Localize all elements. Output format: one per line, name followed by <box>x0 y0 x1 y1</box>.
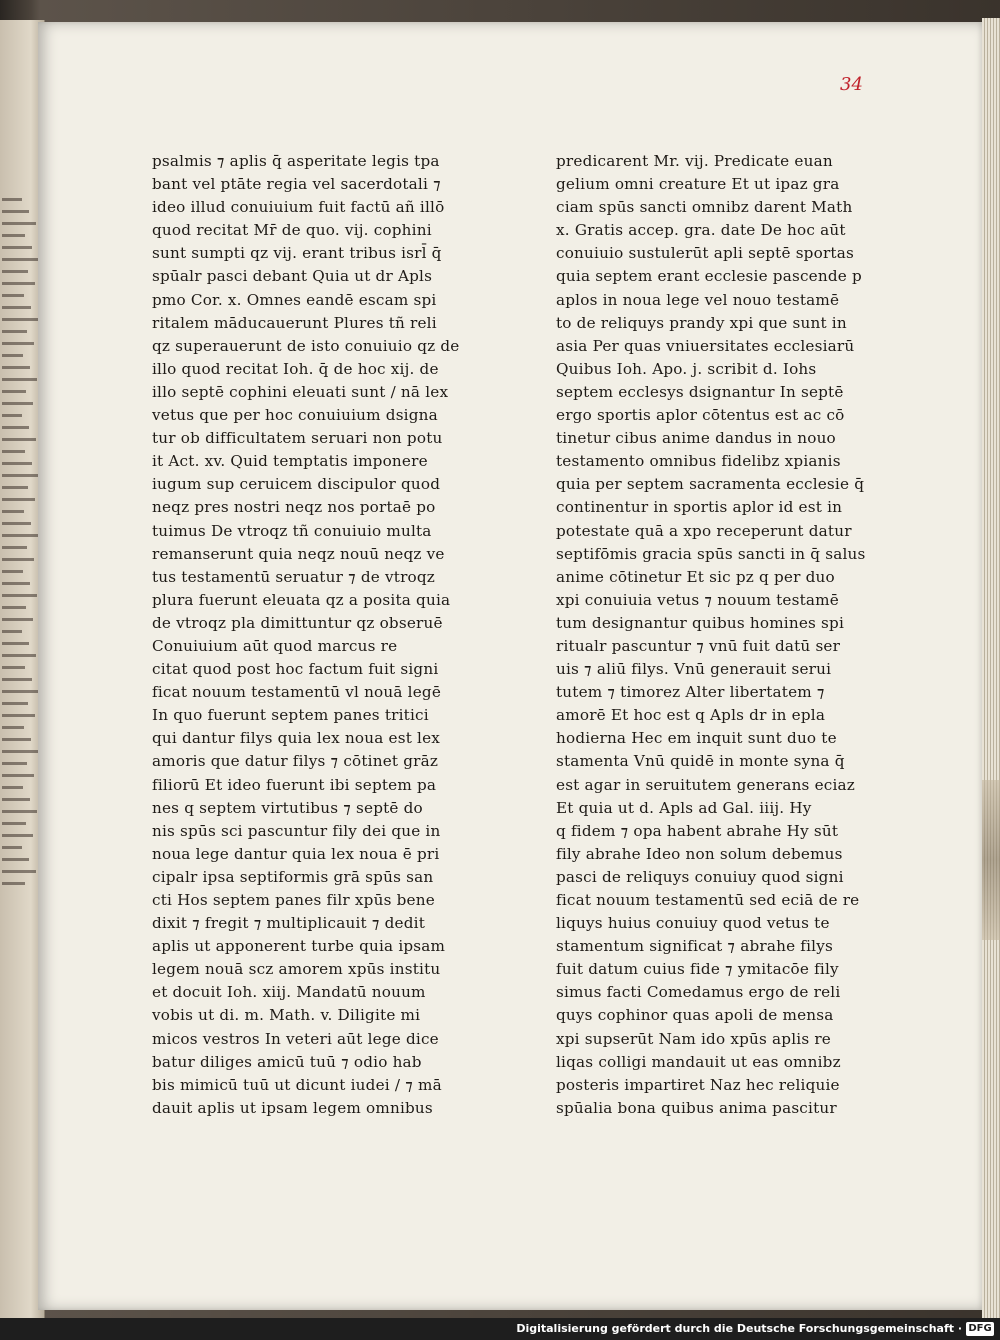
previous-page-line <box>2 798 30 801</box>
text-line: fuit datum cuius fide ⁊ ymitacōe fily <box>556 960 839 979</box>
previous-page-line <box>2 450 25 453</box>
text-line: dauit aplis ut ipsam legem omnibus <box>152 1098 433 1117</box>
dfg-logo: DFG <box>966 1322 994 1336</box>
text-line: nis spūs sci pascuntur fily dei que in <box>152 821 441 840</box>
text-line: aplos in noua lege vel nouo testamē <box>556 290 840 309</box>
previous-page-line <box>2 654 36 657</box>
text-line: tinetur cibus anime dandus in nouo <box>556 429 836 448</box>
text-line: stamentum significat ⁊ abrahe filys <box>556 937 833 956</box>
previous-page-line <box>2 222 36 225</box>
previous-page-line <box>2 330 27 333</box>
page-stack-edge <box>982 18 1000 1318</box>
text-line: spūalia bona quibus anima pascitur <box>556 1098 837 1117</box>
text-line: iugum sup ceruicem discipulor quod <box>152 475 441 494</box>
previous-page-line <box>2 570 23 573</box>
text-line: micos vestros In veteri aūt lege dice <box>152 1029 439 1048</box>
previous-page-line <box>2 846 22 849</box>
previous-page-line <box>2 426 29 429</box>
text-line: illo quod recitat Ioh. q̄ de hoc xij. de <box>152 359 439 378</box>
text-line: dixit ⁊ fregit ⁊ multiplicauit ⁊ dedit <box>152 914 426 933</box>
previous-page-line <box>2 666 25 669</box>
text-line: remanserunt quia neqz nouū neqz ve <box>152 544 445 563</box>
previous-page-line <box>2 306 31 309</box>
previous-page-line <box>2 282 35 285</box>
text-line: vobis ut di. m. Math. v. Diligite mi <box>152 1006 421 1025</box>
text-line: illo septē cophini eleuati sunt / nā lex <box>152 382 449 401</box>
previous-page-line <box>2 858 29 861</box>
text-line: legem nouā scz amorem xpūs institu <box>152 960 441 979</box>
text-line: tuimus De vtroqz tñ conuiuio multa <box>152 521 432 540</box>
previous-page-line <box>2 474 39 477</box>
text-line: ficat nouum testamentū vl nouā legē <box>152 683 442 702</box>
text-line: xpi supserūt Nam ido xpūs aplis re <box>556 1029 831 1048</box>
text-line: stamenta Vnū quidē in monte syna q̄ <box>556 752 845 771</box>
text-line: to de reliquys prandy xpi que sunt in <box>556 313 847 332</box>
previous-page-line <box>2 690 39 693</box>
text-line: nes q septem virtutibus ⁊ septē do <box>152 798 423 817</box>
text-line: In quo fuerunt septem panes tritici <box>152 706 429 725</box>
text-line: posteris impartiret Naz hec reliquie <box>556 1075 840 1094</box>
previous-page-line <box>2 606 26 609</box>
previous-page-line <box>2 318 38 321</box>
previous-page-line <box>2 258 39 261</box>
previous-page-line <box>2 234 25 237</box>
previous-page-line <box>2 486 28 489</box>
text-line: x. Gratis accep. gra. date De hoc aūt <box>556 221 846 240</box>
text-line: tutem ⁊ timorez Alter libertatem ⁊ <box>556 683 825 702</box>
previous-page-line <box>2 834 33 837</box>
right-text-column <box>556 150 886 1120</box>
text-line: filiorū Et ideo fuerunt ibi septem pa <box>152 775 437 794</box>
previous-page-line <box>2 462 32 465</box>
text-line: spūalr pasci debant Quia ut dr Apls <box>152 267 433 286</box>
text-line: cti Hos septem panes filr xpūs bene <box>152 891 435 909</box>
previous-page-line <box>2 294 24 297</box>
text-line: gelium omni creature Et ut ipaz gra <box>556 175 840 194</box>
text-line: aplis ut apponerent turbe quia ipsam <box>152 937 446 956</box>
text-line: cipalr ipsa septiformis grā spūs san <box>152 867 434 886</box>
text-line: batur diliges amicū tuū ⁊ odio hab <box>152 1052 422 1071</box>
text-line: qui dantur filys quia lex noua est lex <box>152 729 441 748</box>
text-line: vetus que per hoc conuiuium dsigna <box>152 406 438 425</box>
previous-page-line <box>2 438 36 441</box>
previous-page-line <box>2 822 26 825</box>
previous-page-line <box>2 774 34 777</box>
text-line: uis ⁊ aliū filys. Vnū generauit serui <box>556 660 832 679</box>
text-line: quod recitat Mr̄ de quo. vij. cophini <box>152 221 432 240</box>
previous-page-line <box>2 642 29 645</box>
text-line: sunt sumpti qz vij. erant tribus isrl̄ q̄ <box>152 244 442 263</box>
text-line: q fidem ⁊ opa habent abrahe Hy sūt <box>556 821 839 840</box>
text-line: ciam spūs sancti omnibz darent Math <box>556 198 853 217</box>
text-line: citat quod post hoc factum fuit signi <box>152 660 439 679</box>
text-line: noua lege dantur quia lex noua ē pri <box>152 844 440 863</box>
folio-number: 34 <box>840 74 863 95</box>
text-line: ficat nouum testamentū sed eciā de re <box>556 891 860 909</box>
previous-page-line <box>2 510 24 513</box>
footer-bar <box>0 1318 1000 1340</box>
text-line: quys cophinor quas apoli de mensa <box>556 1006 834 1025</box>
previous-page-line <box>2 558 34 561</box>
text-line: ideo illud conuiuium fuit factū añ illō <box>152 198 445 217</box>
text-line: hodierna Hec em inquit sunt duo te <box>556 729 837 748</box>
previous-page-line <box>2 378 37 381</box>
previous-page-line <box>2 246 32 249</box>
text-line: ritalem māducauerunt Plures tñ reli <box>152 313 437 332</box>
previous-page-line <box>2 618 33 621</box>
left-text-column <box>152 150 482 1120</box>
text-line: plura fuerunt eleuata qz a posita quia <box>152 590 451 609</box>
previous-page-line <box>2 354 23 357</box>
text-line: simus facti Comedamus ergo de reli <box>556 983 841 1002</box>
previous-page-line <box>2 726 24 729</box>
text-line: tus testamentū seruatur ⁊ de vtroqz <box>152 567 436 586</box>
previous-page-line <box>2 390 26 393</box>
text-line: pasci de reliquys conuiuy quod signi <box>556 867 844 886</box>
previous-page-text-fragment <box>2 190 40 1190</box>
previous-page-line <box>2 198 22 201</box>
text-line: Conuiuium aūt quod marcus re <box>152 636 398 655</box>
text-line: predicarent Mr. vij. Predicate euan <box>556 152 833 170</box>
previous-page-line <box>2 714 35 717</box>
previous-page-line <box>2 522 31 525</box>
previous-page-line <box>2 546 27 549</box>
text-line: continentur in sportis aplor id est in <box>556 498 843 517</box>
text-line: conuiuio sustulerūt apli septē sportas <box>556 244 854 263</box>
text-line: de vtroqz pla dimittuntur qz obseruē <box>152 613 443 632</box>
previous-page-line <box>2 678 32 681</box>
previous-page-line <box>2 534 38 537</box>
text-line: asia Per quas vniuersitates ecclesiarū <box>556 336 855 355</box>
previous-page-line <box>2 738 31 741</box>
previous-page-line <box>2 870 36 873</box>
previous-page-line <box>2 750 38 753</box>
text-line: anime cōtinetur Et sic pz q per duo <box>556 567 835 586</box>
previous-page-line <box>2 210 29 213</box>
footer-credit: Digitalisierung gefördert durch die Deutsche Forschungsgemeinschaft · <box>516 1322 962 1335</box>
previous-page-line <box>2 882 25 885</box>
text-line: septifōmis gracia spūs sancti in q̄ salus <box>556 544 866 563</box>
previous-page-line <box>2 786 23 789</box>
text-line: ergo sportis aplor cōtentus est ac cō <box>556 406 845 425</box>
previous-page-line <box>2 270 28 273</box>
previous-page-line <box>2 810 37 813</box>
text-line: it Act. xv. Quid temptatis imponere <box>152 452 428 471</box>
text-line: septem ecclesys dsignantur In septē <box>556 382 844 401</box>
previous-page-line <box>2 498 35 501</box>
previous-page-line <box>2 414 22 417</box>
text-line: bant vel ptāte regia vel sacerdotali ⁊ <box>152 175 441 194</box>
text-line: fily abrahe Ideo non solum debemus <box>556 844 843 863</box>
text-line: et docuit Ioh. xiij. Mandatū nouum <box>152 983 426 1002</box>
text-line: potestate quā a xpo receperunt datur <box>556 521 852 540</box>
text-line: psalmis ⁊ aplis q̄ asperitate legis tpa <box>152 152 440 170</box>
text-line: quia septem erant ecclesie pascende p <box>556 267 862 286</box>
previous-page-line <box>2 366 30 369</box>
previous-page-line <box>2 582 30 585</box>
text-line: bis mimicū tuū ut dicunt iudei / ⁊ mā <box>152 1075 442 1094</box>
text-line: liqas colligi mandauit ut eas omnibz <box>556 1052 841 1071</box>
text-line: Et quia ut d. Apls ad Gal. iiij. Hy <box>556 798 812 817</box>
text-line: ritualr pascuntur ⁊ vnū fuit datū ser <box>556 636 841 655</box>
previous-page-line <box>2 402 33 405</box>
text-line: tum designantur quibus homines spi <box>556 613 845 632</box>
text-line: xpi conuiuia vetus ⁊ nouum testamē <box>556 590 839 609</box>
previous-page-line <box>2 762 27 765</box>
previous-page-line <box>2 342 34 345</box>
text-line: neqz pres nostri neqz nos portaē po <box>152 498 436 517</box>
text-line: qz superauerunt de isto conuiuio qz de <box>152 336 460 355</box>
previous-page-line <box>2 594 37 597</box>
previous-page-line <box>2 702 28 705</box>
previous-page-line <box>2 630 22 633</box>
text-line: est agar in seruitutem generans eciaz <box>556 775 855 794</box>
text-line: amorē Et hoc est q Apls dr in epla <box>556 706 826 725</box>
text-line: tur ob difficultatem seruari non potu <box>152 429 443 448</box>
text-line: liquys huius conuiuy quod vetus te <box>556 914 830 933</box>
text-line: amoris que datur filys ⁊ cōtinet grāz <box>152 752 439 771</box>
text-line: quia per septem sacramenta ecclesie q̄ <box>556 475 865 494</box>
text-line: pmo Cor. x. Omnes eandē escam spi <box>152 290 437 309</box>
text-line: Quibus Ioh. Apo. j. scribit d. Iohs <box>556 359 817 378</box>
text-line: testamento omnibus fidelibz xpianis <box>556 452 841 471</box>
